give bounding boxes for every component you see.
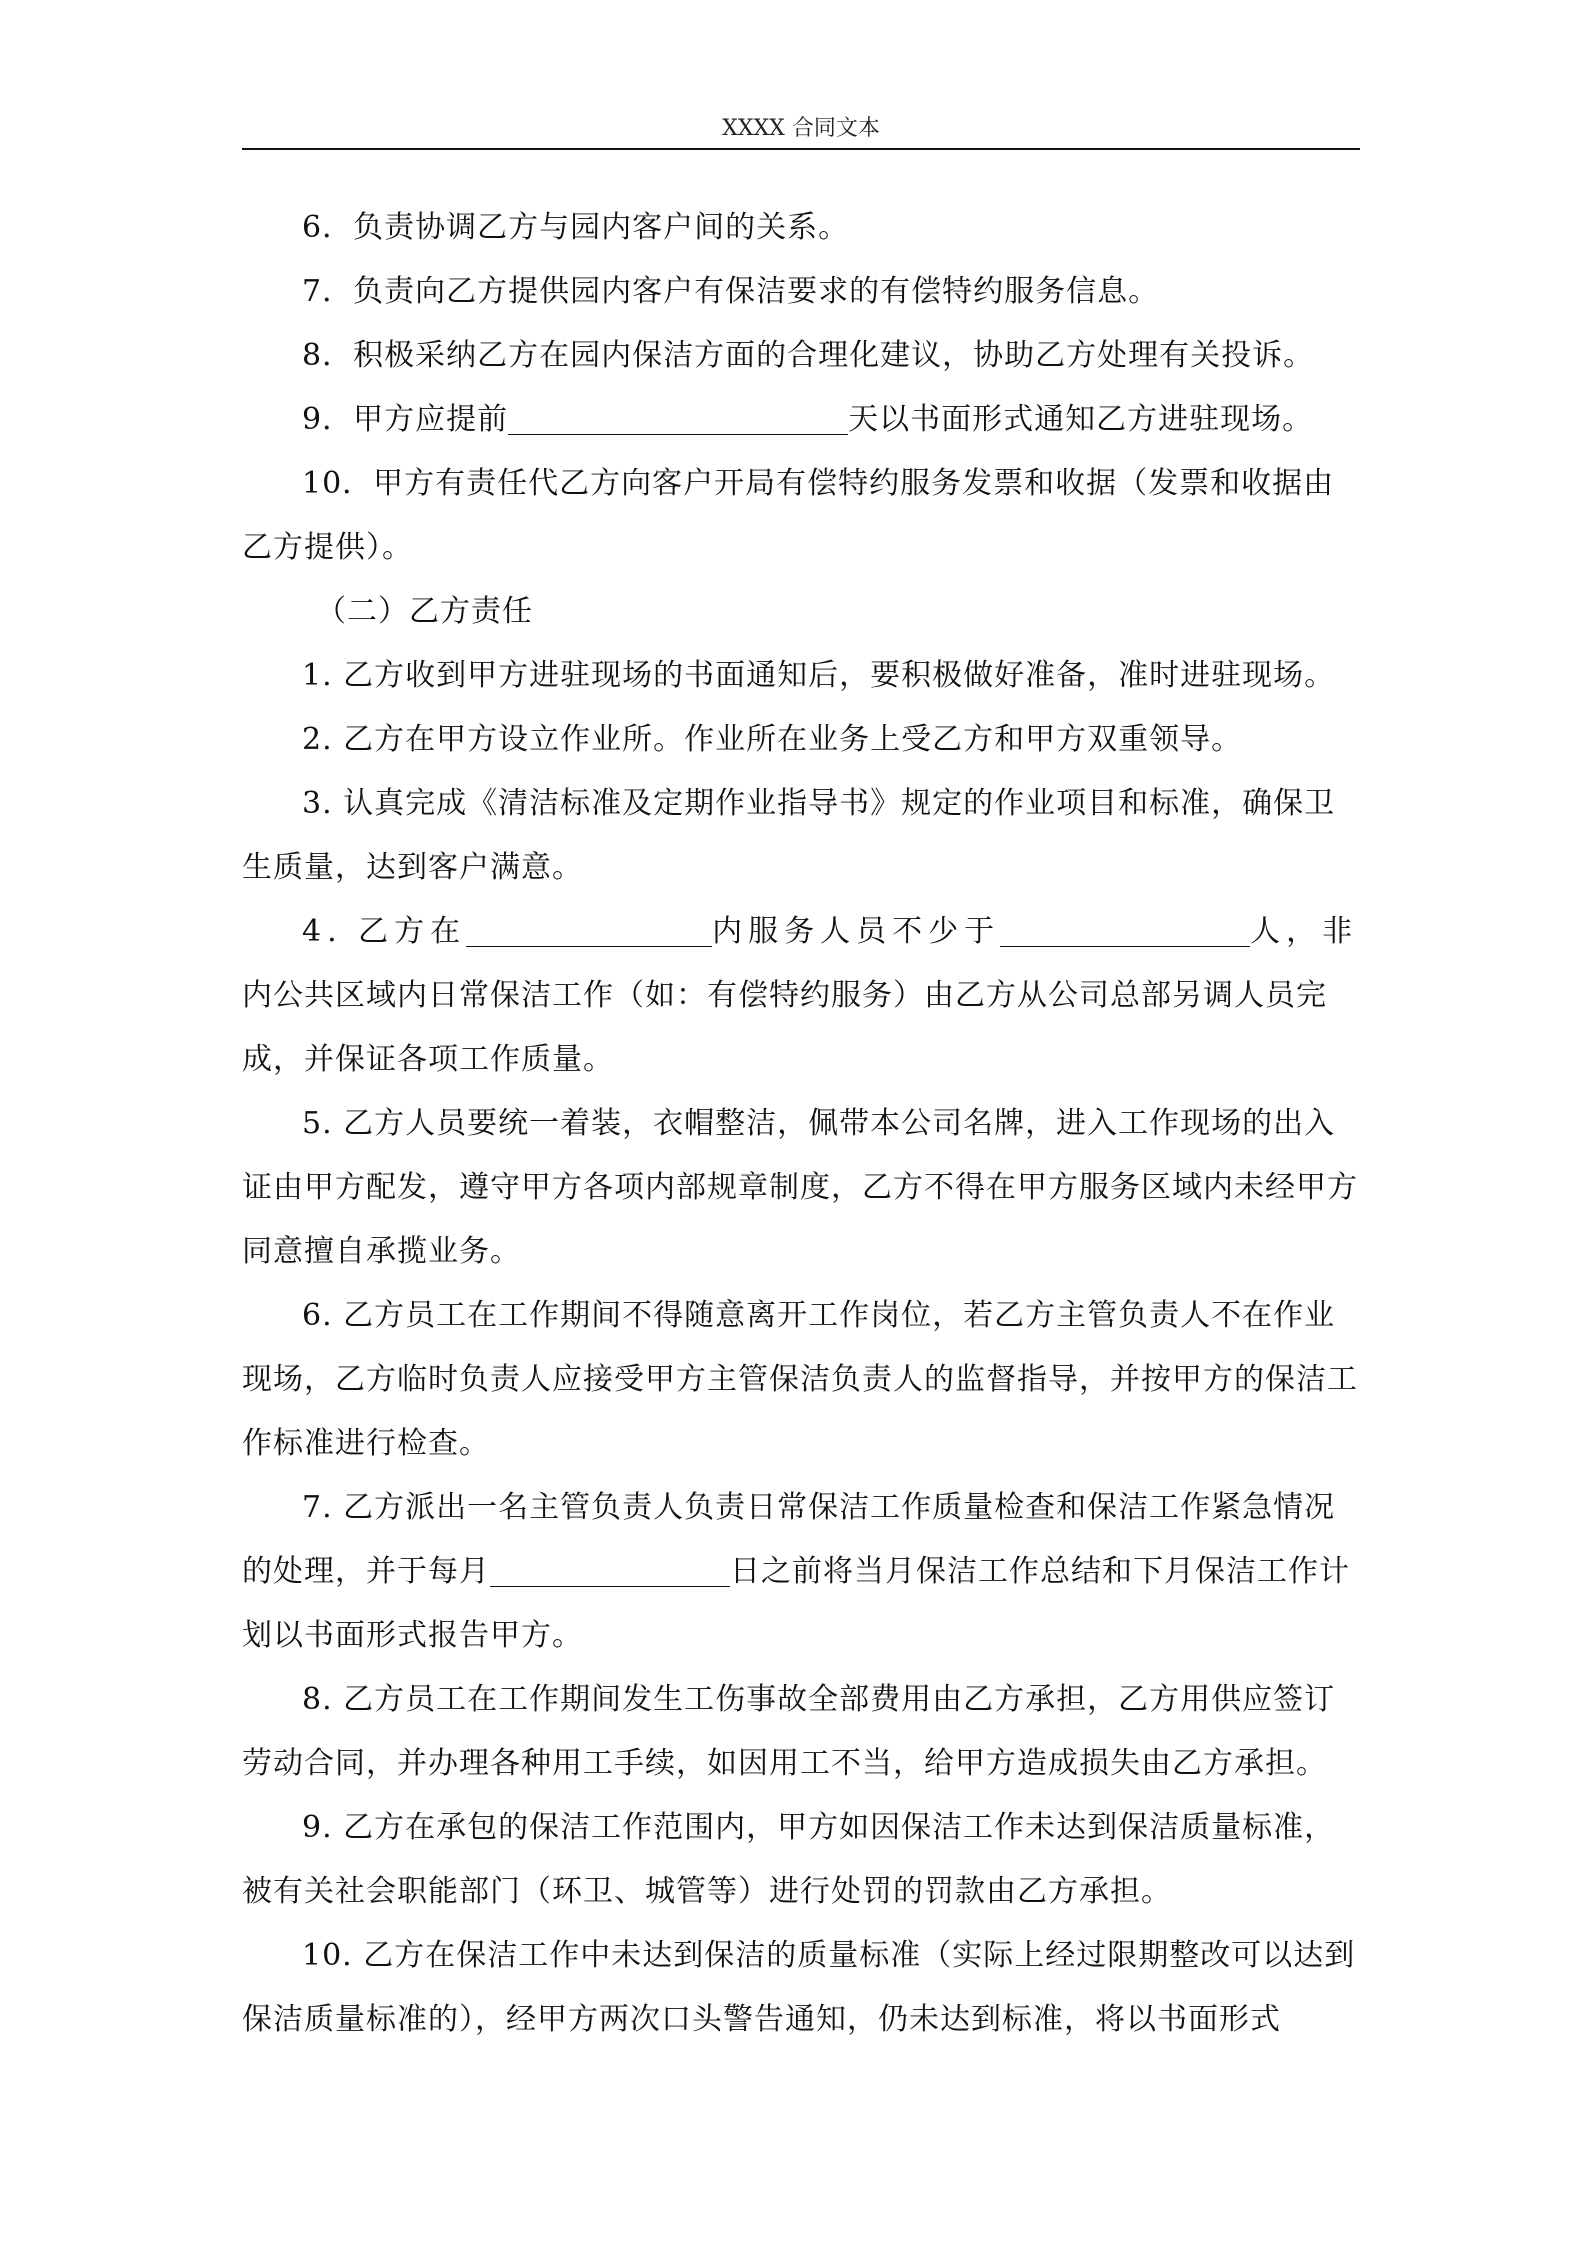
paragraph-9: 3. 认真完成《清洁标准及定期作业指导书》规定的作业项目和标准，确保卫生质量，达到客户满意。	[242, 786, 1336, 885]
paragraph-4-text-b: 天以书面形式通知乙方进驻现场。	[848, 402, 1314, 437]
paragraph-13-text-b: 日之前将当月保洁工作总结和下月保洁工作计划以书面形式报告甲方。	[242, 1554, 1350, 1653]
paragraph-10	[242, 900, 1360, 1092]
paragraph-5: 10．甲方有责任代乙方向客户开局有偿特约服务发票和收据（发票和收据由乙方提供）。	[242, 466, 1335, 565]
blank-date-field	[490, 1556, 730, 1587]
paragraph-10-text-a: 4. 乙方在	[302, 914, 467, 949]
paragraph-2: 7．负责向乙方提供园内客户有保洁要求的有偿特约服务信息。	[302, 274, 1160, 309]
paragraph-1: 6．负责协调乙方与园内客户间的关系。	[302, 210, 850, 245]
blank-area-field	[466, 916, 712, 947]
paragraph-13	[242, 1476, 1360, 1668]
paragraph-10-text-d: 内公共区域内日常保洁工作（如：有偿特约服务）由乙方从公司总部另调人员完成，并保证各项工作质量。	[242, 978, 1327, 1077]
paragraph-4	[242, 388, 1360, 452]
paragraph-10-text-b: 内服务人员不少于	[712, 914, 1001, 949]
paragraph-14: 8. 乙方员工在工作期间发生工伤事故全部费用由乙方承担，乙方用供应签订劳动合同，并办理各种用工手续，如因用工不当，给甲方造成损失由乙方承担。	[242, 1682, 1336, 1781]
header-divider	[242, 148, 1360, 150]
blank-days-field	[508, 404, 848, 435]
document-body	[242, 196, 1360, 2052]
section-heading: （二）乙方责任	[316, 594, 533, 629]
paragraph-10-text-c: 人，非	[1250, 914, 1359, 949]
paragraph-13-text-a: 7. 乙方派出一名主管负责人负责日常保洁工作质量检查和保洁工作紧急情况的处理，并于每月	[242, 1490, 1336, 1589]
paragraph-16: 10. 乙方在保洁工作中未达到保洁的质量标准（实际上经过限期整改可以达到保洁质量标准的），经甲方两次口头警告通知，仍未达到标准，将以书面形式	[242, 1938, 1356, 2037]
paragraph-15: 9. 乙方在承包的保洁工作范围内，甲方如因保洁工作未达到保洁质量标准，被有关社会职能部门（环卫、城管等）进行处罚的罚款由乙方承担。	[242, 1810, 1336, 1909]
paragraph-7: 1. 乙方收到甲方进驻现场的书面通知后，要积极做好准备，准时进驻现场。	[302, 658, 1336, 693]
paragraph-12: 6. 乙方员工在工作期间不得随意离开工作岗位，若乙方主管负责人不在作业现场，乙方临时负责人应接受甲方主管保洁负责人的监督指导，并按甲方的保洁工作标准进行检查。	[242, 1298, 1358, 1461]
blank-staff-count-field	[1000, 916, 1250, 947]
paragraph-11: 5. 乙方人员要统一着装，衣帽整洁，佩带本公司名牌，进入工作现场的出入证由甲方配发，遵守甲方各项内部规章制度，乙方不得在甲方服务区域内未经甲方同意擅自承揽业务。	[242, 1106, 1358, 1269]
page-header-title: XXXX 合同文本	[722, 116, 880, 141]
paragraph-8: 2. 乙方在甲方设立作业所。作业所在业务上受乙方和甲方双重领导。	[302, 722, 1243, 757]
paragraph-4-text-a: 9．甲方应提前	[302, 402, 509, 437]
paragraph-3: 8．积极采纳乙方在园内保洁方面的合理化建议，协助乙方处理有关投诉。	[302, 338, 1315, 373]
